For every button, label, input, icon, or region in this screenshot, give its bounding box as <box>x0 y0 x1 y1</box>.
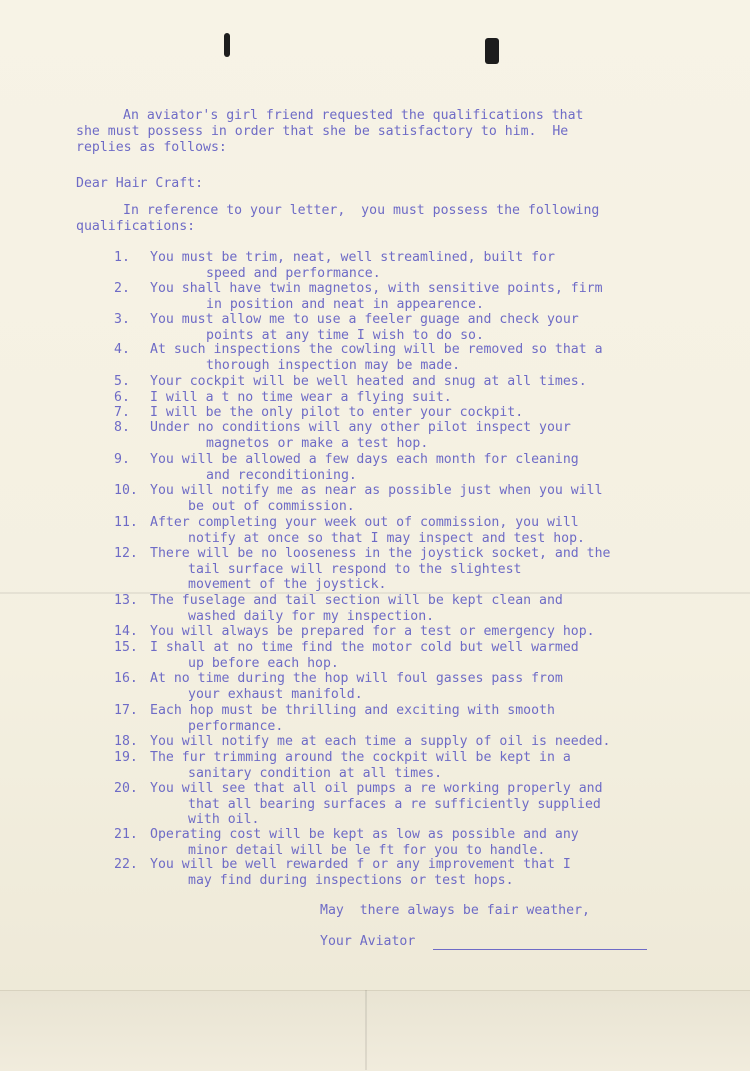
item-text-line: There will be no looseness in the joystick socket, and the <box>150 546 611 561</box>
item-number: 12. <box>114 546 138 561</box>
item-number: 4. <box>114 342 130 357</box>
item-number: 6. <box>114 390 130 405</box>
item-text-line: After completing your week out of commission, you will <box>150 515 579 530</box>
intro-line-1: An aviator's girl friend requested the qualifications that <box>123 108 584 123</box>
item-number: 17. <box>114 703 138 718</box>
item-text-line: washed daily for my inspection. <box>188 608 435 624</box>
intro-line-2: she must possess in order that she be satisfactory to him. He <box>76 124 569 139</box>
item-text-line: movement of the joystick. <box>188 577 387 593</box>
item-text-line: You will see that all oil pumps a re working properly and <box>150 781 603 796</box>
item-text-line: tail surface will respond to the slightest <box>188 561 522 577</box>
item-text-line: speed and performance. <box>206 265 381 281</box>
closing: May there always be fair weather, <box>320 903 590 918</box>
item-number: 20. <box>114 781 138 796</box>
item-text-line: may find during inspections or test hops. <box>188 872 514 888</box>
item-text-line: I shall at no time find the motor cold but well warmed <box>150 640 579 655</box>
item-text-line: You will notify me at each time a supply of oil is needed. <box>150 734 611 749</box>
item-text-line: Your cockpit will be well heated and snug at all times. <box>150 374 587 389</box>
item-number: 15. <box>114 640 138 655</box>
salutation: Dear Hair Craft: <box>76 176 204 191</box>
signature-label: Your Aviator <box>320 934 416 949</box>
item-text-line: that all bearing surfaces a re sufficiently supplied <box>188 796 601 812</box>
item-number: 16. <box>114 671 138 686</box>
item-text-line: thorough inspection may be made. <box>206 357 461 373</box>
item-text-line: I will be the only pilot to enter your cockpit. <box>150 405 524 420</box>
item-number: 5. <box>114 374 130 389</box>
intro-line-3: replies as follows: <box>76 140 227 155</box>
item-text-line: You will be allowed a few days each month for cleaning <box>150 452 579 467</box>
item-text-line: minor detail will be le ft for you to handle. <box>188 842 546 858</box>
item-number: 10. <box>114 483 138 498</box>
item-text-line: with oil. <box>188 812 260 828</box>
item-text-line: You shall have twin magnetos, with sensitive points, firm <box>150 281 603 296</box>
item-number: 8. <box>114 420 130 435</box>
item-number: 2. <box>114 281 130 296</box>
reference-line-2: qualifications: <box>76 219 196 234</box>
item-number: 18. <box>114 734 138 749</box>
item-text-line: be out of commission. <box>188 498 355 514</box>
bottom-strip <box>0 990 750 1071</box>
item-text-line: I will a t no time wear a flying suit. <box>150 390 452 405</box>
item-text-line: The fur trimming around the cockpit will be kept in a <box>150 750 571 765</box>
item-number: 21. <box>114 827 138 842</box>
item-number: 1. <box>114 250 130 265</box>
item-number: 22. <box>114 857 138 872</box>
item-number: 13. <box>114 593 138 608</box>
bottom-crease <box>365 990 367 1070</box>
item-text-line: magnetos or make a test hop. <box>206 435 429 451</box>
item-text-line: in position and neat in appearence. <box>206 296 484 312</box>
item-text-line: points at any time I wish to do so. <box>206 327 484 343</box>
item-text-line: Each hop must be thrilling and exciting with smooth <box>150 703 555 718</box>
item-text-line: You must allow me to use a feeler guage and check your <box>150 312 579 327</box>
item-text-line: performance. <box>188 718 284 734</box>
item-number: 14. <box>114 624 138 639</box>
item-number: 3. <box>114 312 130 327</box>
item-text-line: You must be trim, neat, well streamlined, built for <box>150 250 555 265</box>
item-text-line: and reconditioning. <box>206 467 357 483</box>
item-text-line: sanitary condition at all times. <box>188 765 443 781</box>
item-text-line: The fuselage and tail section will be kept clean and <box>150 593 563 608</box>
item-text-line: notify at once so that I may inspect and test hop. <box>188 530 585 546</box>
item-text-line: You will always be prepared for a test or emergency hop. <box>150 624 595 639</box>
item-text-line: Under no conditions will any other pilot inspect your <box>150 420 571 435</box>
item-number: 9. <box>114 452 130 467</box>
signature-line <box>433 934 647 950</box>
item-text-line: Operating cost will be kept as low as possible and any <box>150 827 579 842</box>
item-number: 11. <box>114 515 138 530</box>
item-text-line: up before each hop. <box>188 655 339 671</box>
item-text-line: At such inspections the cowling will be removed so that a <box>150 342 603 357</box>
item-text-line: You will notify me as near as possible just when you will <box>150 483 603 498</box>
item-number: 19. <box>114 750 138 765</box>
item-text-line: At no time during the hop will foul gasses pass from <box>150 671 563 686</box>
item-text-line: You will be well rewarded f or any improvement that I <box>150 857 571 872</box>
item-text-line: your exhaust manifold. <box>188 686 363 702</box>
item-number: 7. <box>114 405 130 420</box>
reference-line-1: In reference to your letter, you must possess the following <box>123 203 600 218</box>
